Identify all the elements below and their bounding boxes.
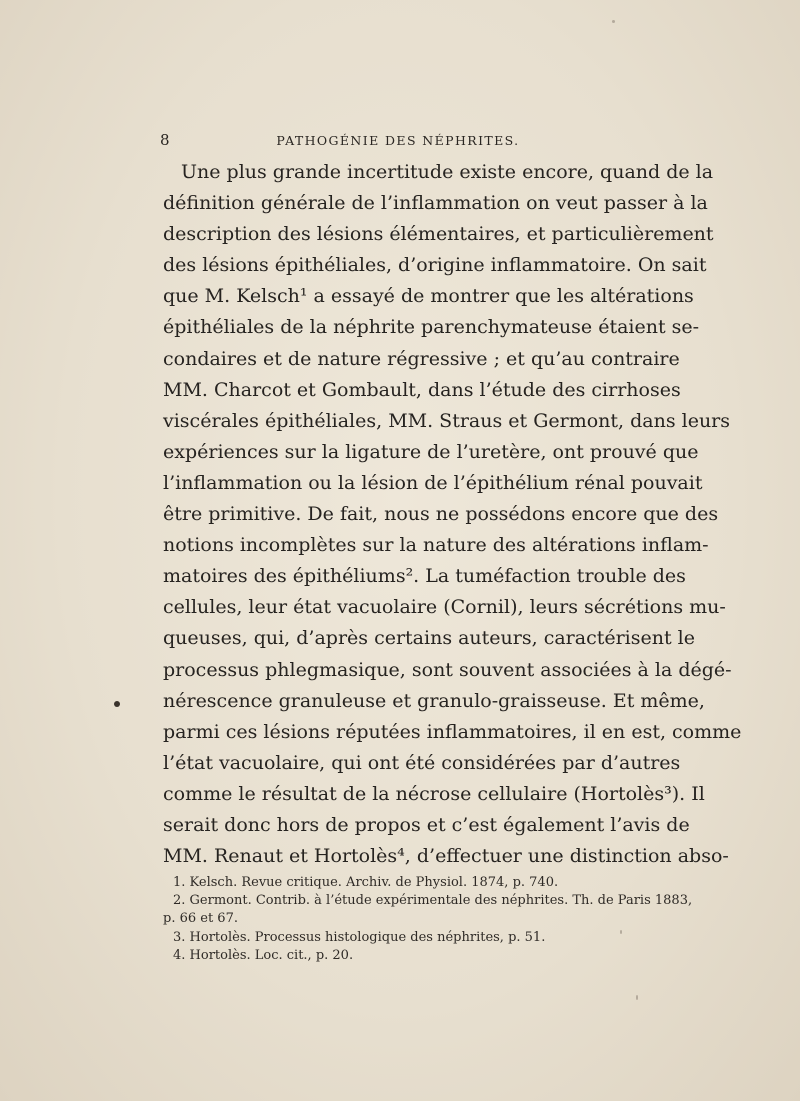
text-line: serait donc hors de propos et c’est également l’avis de — [163, 813, 690, 836]
footnote-4: 4. Hortolès. Loc. cit., p. 20. — [173, 947, 354, 963]
text-line: MM. Charcot et Gombault, dans l’étude des cirrhoses — [163, 378, 681, 401]
text-line: nérescence granuleuse et granulo-graisseuse. Et même, — [163, 689, 705, 712]
footnote-3: 3. Hortolès. Processus histologique des néphrites, p. 51. — [173, 929, 546, 945]
text-line: notions incomplètes sur la nature des altérations inflam- — [163, 534, 709, 557]
paper-speck — [636, 995, 638, 1000]
text-line: épithéliales de la néphrite parenchymateuse étaient se- — [163, 316, 700, 339]
text-line: matoires des épithéliums². La tuméfaction trouble des — [163, 565, 686, 588]
footnote-2-continued: p. 66 et 67. — [163, 911, 238, 927]
text-line: viscérales épithéliales, MM. Straus et Germont, dans leurs — [163, 409, 731, 432]
text-line: MM. Renaut et Hortolès⁴, d’effectuer une distinction abso- — [163, 845, 729, 868]
footnote-2: 2. Germont. Contrib. à l’étude expérimentale des néphrites. Th. de Paris 1883, — [173, 893, 693, 909]
text-line: définition générale de l’inflammation on veut passer à la — [163, 192, 708, 215]
ink-spot — [114, 701, 120, 707]
text-line: cellules, leur état vacuolaire (Cornil), leurs sécrétions mu- — [163, 596, 726, 619]
text-line: que M. Kelsch¹ a essayé de montrer que les altérations — [163, 285, 694, 308]
text-line: l’état vacuolaire, qui ont été considérées par d’autres — [163, 751, 681, 774]
text-line: être primitive. De fait, nous ne possédons encore que des — [163, 503, 719, 526]
text-line: parmi ces lésions réputées inflammatoires, il en est, comme — [163, 720, 742, 743]
running-title: PATHOGÉNIE DES NÉPHRITES. — [276, 133, 520, 148]
body-paragraph — [163, 157, 742, 872]
text-line: condaires et de nature régressive ; et qu’au contraire — [163, 347, 680, 370]
footnotes — [163, 874, 693, 965]
page-header — [158, 131, 638, 151]
text-line: expériences sur la ligature de l’uretère, ont prouvé que — [163, 440, 699, 463]
text-line: processus phlegmasique, sont souvent associées à la dégé- — [163, 658, 732, 681]
page-number: 8 — [160, 131, 170, 149]
text-line: comme le résultat de la nécrose cellulaire (Hortolès³). Il — [163, 782, 705, 805]
text-line: des lésions épithéliales, d’origine inflammatoire. On sait — [163, 254, 707, 277]
footnote-1: 1. Kelsch. Revue critique. Archiv. de Physiol. 1874, p. 740. — [173, 875, 559, 890]
paper-speck — [612, 20, 615, 23]
paper-speck — [620, 930, 622, 934]
text-line: description des lésions élémentaires, et particulièrement — [163, 223, 714, 246]
text-line: l’inflammation ou la lésion de l’épithélium rénal pouvait — [163, 471, 703, 494]
text-line: Une plus grande incertitude existe encore, quand de la — [181, 161, 714, 183]
text-line: queuses, qui, d’après certains auteurs, caractérisent le — [163, 627, 695, 650]
